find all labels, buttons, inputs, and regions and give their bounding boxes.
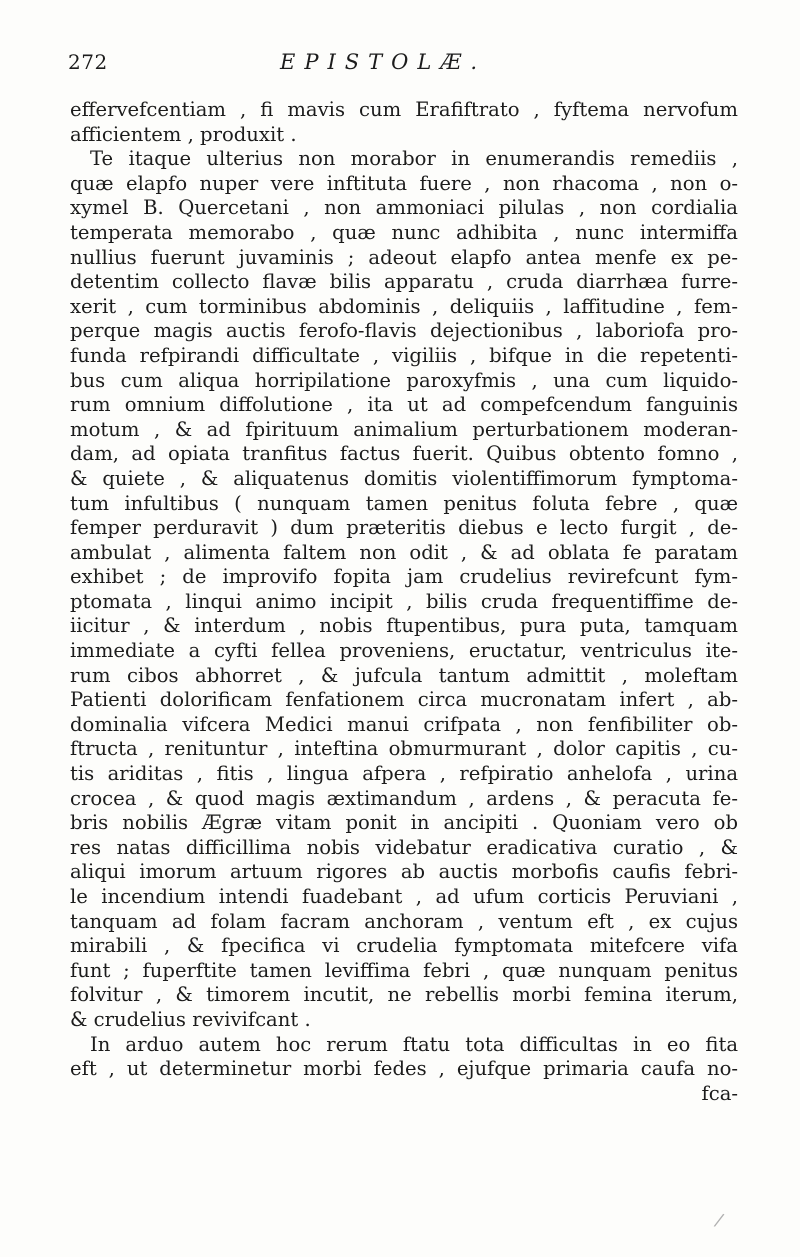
text-line: tis ariditas , fitis , lingua afpera , refpiratio anhelofa , urina: [70, 762, 738, 786]
text-line: femper perduravit ) dum præteritis diebus e lecto furgit , de-: [70, 516, 738, 540]
page-number: 272: [68, 50, 108, 74]
stray-pen-mark: /: [712, 1209, 726, 1232]
text-line: iicitur , & interdum , nobis ftupentibus, pura puta, tamquam: [70, 614, 738, 638]
text-line: aliqui imorum artuum rigores ab auctis morbofis caufis febri-: [70, 860, 738, 884]
text-line: tum infultibus ( nunquam tamen penitus foluta febre , quæ: [70, 491, 738, 515]
text-line: nullius fuerunt juvaminis ; adeout elapfo antea menfe ex pe-: [70, 245, 738, 269]
text-line: rum cibos abhorret , & jufcula tantum admittit , moleftam: [70, 663, 738, 687]
text-line: res natas difficillima nobis videbatur eradicativa curatio , &: [70, 835, 738, 859]
text-line: & crudelius revivifcant .: [70, 1007, 311, 1031]
text-line: ambulat , alimenta faltem non odit , & ad oblata fe paratam: [70, 540, 738, 564]
text-line: crocea , & quod magis æxtimandum , ardens , & peracuta fe-: [70, 786, 738, 810]
text-line: tanquam ad folam facram anchoram , ventum eft , ex cujus: [70, 909, 738, 933]
body-text: [70, 98, 738, 1106]
text-line: quæ elapfo nuper vere inftituta fuere , non rhacoma , non o-: [70, 171, 738, 195]
text-line: Patienti dolorificam fenfationem circa mucronatam infert , ab-: [70, 688, 738, 712]
text-line: dominalia vifcera Medici manui crifpata , non fenfibiliter ob-: [70, 712, 738, 736]
text-line: exhibet ; de improvifo fopita jam crudelius revirefcunt fym-: [70, 565, 738, 589]
text-line: bus cum aliqua horripilatione paroxyfmis , una cum liquido-: [70, 368, 738, 392]
text-line: perque magis auctis ferofo-flavis dejectionibus , laboriofa pro-: [70, 319, 738, 343]
text-line: bris nobilis Ægræ vitam ponit in ancipiti . Quoniam vero ob: [70, 811, 738, 835]
text-line: & quiete , & aliquatenus domitis violentiffimorum fymptoma-: [70, 466, 738, 490]
paragraph-start-line: Te itaque ulterius non morabor in enumerandis remediis ,: [90, 147, 738, 171]
running-head: EPISTOLÆ.: [280, 50, 487, 74]
text-line: folvitur , & timorem incutit, ne rebellis morbi femina iterum,: [70, 983, 738, 1007]
text-line: funda refpirandi difficultate , vigiliis , bifque in die repetenti-: [70, 343, 738, 367]
text-line: xymel B. Quercetani , non ammoniaci pilulas , non cordialia: [70, 196, 738, 220]
text-line: ftructa , renituntur , inteftina obmurmurant , dolor capitis , cu-: [70, 737, 738, 761]
text-line: funt ; fuperftite tamen leviffima febri , quæ nunquam penitus: [70, 958, 738, 982]
text-line: xerit , cum torminibus abdominis , deliquiis , laffitudine , fem-: [70, 294, 738, 318]
text-line: mirabili , & fpecifica vi crudelia fymptomata mitefcere vifa: [70, 934, 738, 958]
text-line: motum , & ad fpirituum animalium perturbationem moderan-: [70, 417, 738, 441]
text-line: temperata memorabo , quæ nunc adhibita , nunc intermiffa: [70, 220, 738, 244]
text-line: afficientem , produxit .: [70, 122, 297, 146]
text-line: rum omnium diffolutione , ita ut ad compefcendum fanguinis: [70, 393, 738, 417]
paragraph-start-line: In arduo autem hoc rerum ftatu tota difficultas in eo fita: [90, 1032, 738, 1056]
text-line: effervefcentiam , fi mavis cum Erafiftrato , fyftema nervofum: [70, 98, 738, 121]
text-line: le incendium intendi fuadebant , ad ufum corticis Peruviani ,: [70, 885, 738, 908]
catchword: fca-: [701, 1081, 738, 1105]
text-line: immediate a cyfti fellea proveniens, eructatur, ventriculus ite-: [70, 639, 738, 663]
text-line: ptomata , linqui animo incipit , bilis cruda frequentiffime de-: [70, 589, 738, 613]
text-line: eft , ut determinetur morbi fedes , ejufque primaria caufa no-: [70, 1057, 738, 1081]
text-line: detentim collecto flavæ bilis apparatu , cruda diarrhæa furre-: [70, 270, 738, 294]
text-line: dam, ad opiata tranfitus factus fuerit. Quibus obtento fomno ,: [70, 442, 738, 466]
